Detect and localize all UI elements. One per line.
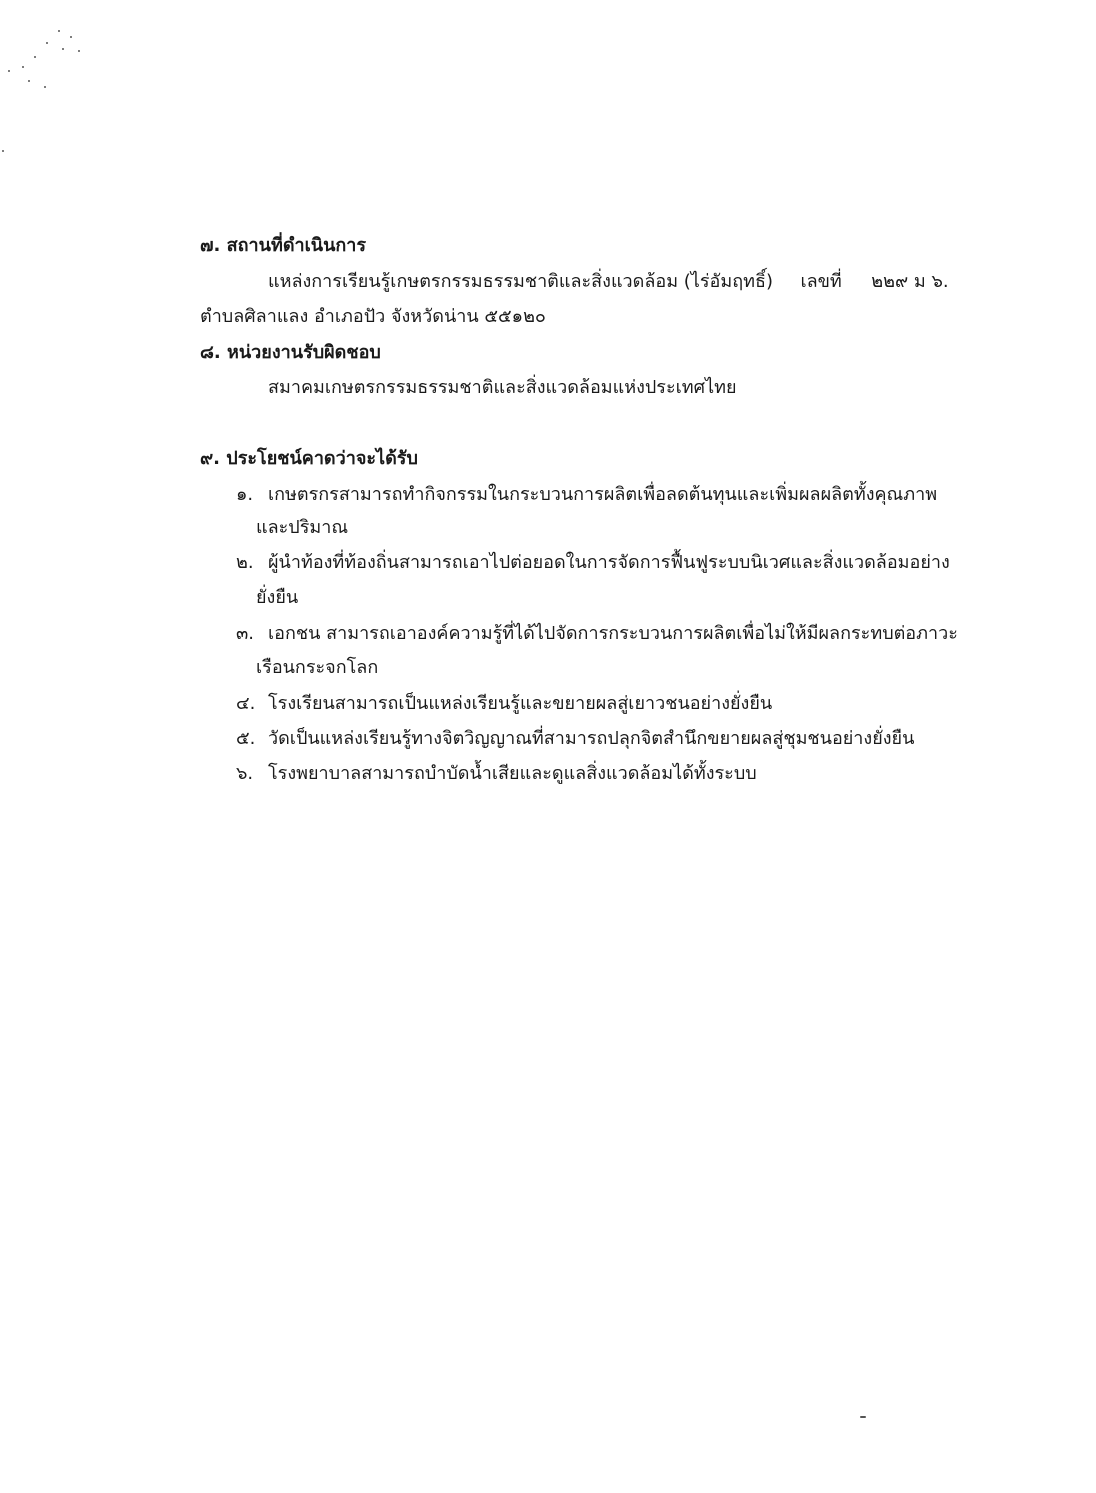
scan-speck (46, 42, 48, 44)
scan-speck (62, 48, 64, 50)
benefit-item-4-line-1: โรงเรียนสามารถเป็นแหล่งเรียนรู้และขยายผลสู่เยาวชนอย่างยั่งยืน (268, 693, 773, 714)
scan-speck (2, 150, 4, 152)
benefit-item-6-line-1: โรงพยาบาลสามารถบำบัดน้ำเสียและดูแลสิ่งแวดล้อมได้ทั้งระบบ (268, 763, 757, 784)
scan-speck (860, 1416, 866, 1418)
benefit-item-2-line-2: ยั่งยืน (256, 587, 299, 608)
benefit-item-4-number: ๔. (236, 693, 256, 714)
benefit-item-6-number: ๖. (236, 763, 254, 784)
section-7-heading (200, 234, 366, 258)
benefit-item-5-number: ๕. (236, 728, 256, 749)
benefit-item-3-line-2: เรือนกระจกโลก (256, 657, 379, 678)
section-9-heading: ๙. ประโยชน์คาดว่าจะได้รับ (200, 448, 418, 469)
section-8-title: หน่วยงานรับผิดชอบ (227, 342, 381, 363)
scan-speck (78, 50, 80, 52)
section-7-address-line-1 (268, 270, 949, 294)
section-8-agency: สมาคมเกษตรกรรมธรรมชาติและสิ่งแวดล้อมแห่งประเทศไทย (268, 377, 737, 398)
benefit-item-5-line-1: วัดเป็นแหล่งเรียนรู้ทางจิตวิญญาณที่สามารถปลุกจิตสำนึกขยายผลสู่ชุมชนอย่างยั่งยืน (268, 728, 915, 749)
scan-speck (34, 56, 36, 58)
benefit-item-1-line-1: เกษตรกรสามารถทำกิจกรรมในกระบวนการผลิตเพื่อลดต้นทุนและเพิ่มผลผลิตทั้งคุณภาพ (268, 484, 938, 505)
scan-speck (22, 66, 24, 68)
benefit-item-2-line-1: ผู้นำท้องที่ท้องถิ่นสามารถเอาไปต่อยอดในการจัดการฟื้นฟูระบบนิเวศและสิ่งแวดล้อมอย่าง (268, 552, 950, 573)
benefit-item-2-number: ๒. (236, 552, 254, 573)
benefit-item-3-number: ๓. (236, 623, 255, 644)
section-8-heading (200, 341, 381, 365)
scan-speck (70, 36, 72, 38)
section-7-address-line-2: ตำบลศิลาแลง อำเภอปัว จังหวัดน่าน ๕๕๑๒๐ (200, 306, 546, 327)
scan-speck (8, 70, 10, 72)
benefit-item-1-line-2: และปริมาณ (256, 517, 349, 538)
section-7-place: แหล่งการเรียนรู้เกษตรกรรมธรรมชาติและสิ่งแวดล้อม (ไร่อัมฤทธิ์) (268, 271, 773, 292)
section-7-number-label: เลขที่ (800, 271, 842, 292)
section-8-number: ๘. (200, 342, 221, 363)
benefit-item-1-number: ๑. (236, 484, 254, 505)
scan-speck (44, 86, 46, 88)
section-7-house-number: ๒๒๙ ม ๖. (871, 271, 949, 292)
benefit-item-3-line-1: เอกชน สามารถเอาองค์ความรู้ที่ได้ไปจัดการกระบวนการผลิตเพื่อไม่ให้มีผลกระทบต่อภาวะ (268, 623, 958, 644)
scan-speck (28, 80, 30, 82)
section-7-number: ๗. (200, 235, 221, 256)
section-7-title: สถานที่ดำเนินการ (226, 235, 367, 256)
scan-speck (58, 30, 60, 32)
